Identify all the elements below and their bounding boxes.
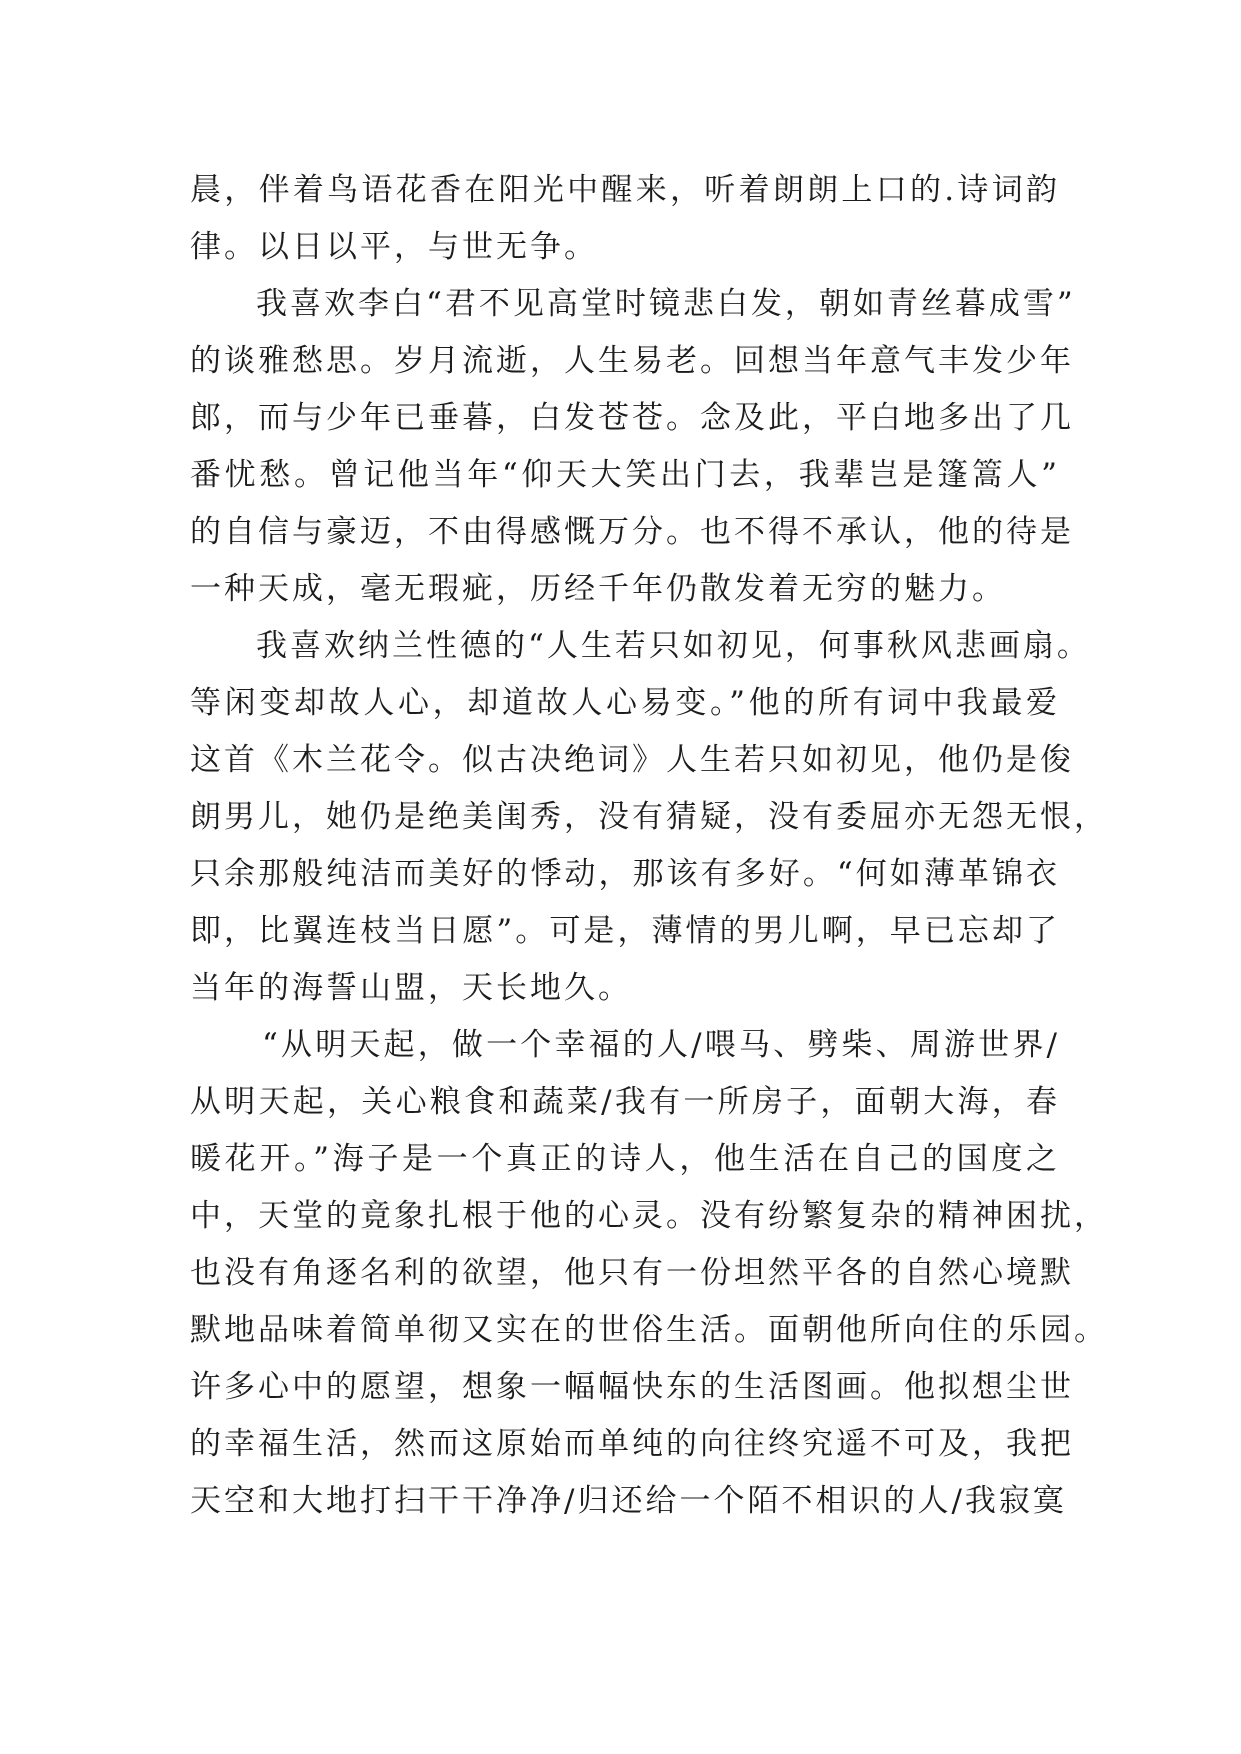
text-line: 我喜欢纳兰性德的“人生若只如初见，何事秋风悲画扇。 (256, 628, 1091, 664)
text-line: 等闲变却故人心，却道故人心易变。”他的所有词中我最爱 (190, 685, 1060, 721)
text-line: 我喜欢李白“君不见高堂时镜悲白发，朝如青丝暮成雪” (256, 286, 1076, 322)
text-line: 暖花开。”海子是一个真正的诗人，他生活在自己的国度之 (190, 1141, 1060, 1177)
text-line: 也没有角逐名利的欲望，他只有一份坦然平各的自然心境默 (190, 1255, 1074, 1291)
text-line: “从明天起，做一个幸福的人/喂马、劈柴、周游世界/ (262, 1027, 1060, 1063)
text-line: 从明天起，关心粮食和蔬菜/我有一所房子，面朝大海，春 (190, 1084, 1060, 1120)
text-line: 当年的海誓山盟，天长地久。 (190, 970, 632, 1006)
text-line: 的自信与豪迈，不由得感慨万分。也不得不承认，他的待是 (190, 514, 1074, 550)
text-line: 中，天堂的竟象扎根于他的心灵。没有纷繁复杂的精神困扰， (190, 1198, 1108, 1234)
text-line: 的幸福生活，然而这原始而单纯的向往终究遥不可及，我把 (190, 1426, 1074, 1462)
text-line: 默地品味着简单彻又实在的世俗生活。面朝他所向住的乐园。 (190, 1312, 1108, 1348)
paragraph-2 (190, 276, 1076, 618)
text-line: 的谈雅愁思。岁月流逝，人生易老。回想当年意气丰发少年 (190, 343, 1074, 379)
text-line: 番忧愁。曾记他当年“仰天大笑出门去，我辈岂是篷篙人” (190, 457, 1060, 493)
text-line: 一种天成，毫无瑕疵，历经千年仍散发着无穷的魅力。 (190, 571, 1006, 607)
paragraph-3 (190, 618, 1108, 1017)
text-line: 律。以日以平，与世无争。 (190, 229, 598, 265)
document-body (190, 162, 1108, 1530)
text-line: 晨，伴着鸟语花香在阳光中醒来，听着朗朗上口的.诗词韵 (190, 172, 1060, 208)
text-line: 只余那般纯洁而美好的悸动，那该有多好。“何如薄革锦衣 (190, 856, 1060, 892)
text-line: 即，比翼连枝当日愿”。可是，薄情的男儿啊，早已忘却了 (190, 913, 1060, 949)
paragraph-1 (190, 162, 1060, 276)
text-line: 这首《木兰花令。似古决绝词》人生若只如初见，他仍是俊 (190, 742, 1074, 778)
text-line: 朗男儿，她仍是绝美闺秀，没有猜疑，没有委屈亦无怨无恨， (190, 799, 1108, 835)
text-line: 天空和大地打扫干干净净/归还给一个陌不相识的人/我寂寞 (190, 1483, 1067, 1519)
text-line: 许多心中的愿望，想象一幅幅快东的生活图画。他拟想尘世 (190, 1369, 1074, 1405)
paragraph-4 (190, 1017, 1108, 1530)
text-line: 郎，而与少年已垂暮，白发苍苍。念及此，平白地多出了几 (190, 400, 1074, 436)
